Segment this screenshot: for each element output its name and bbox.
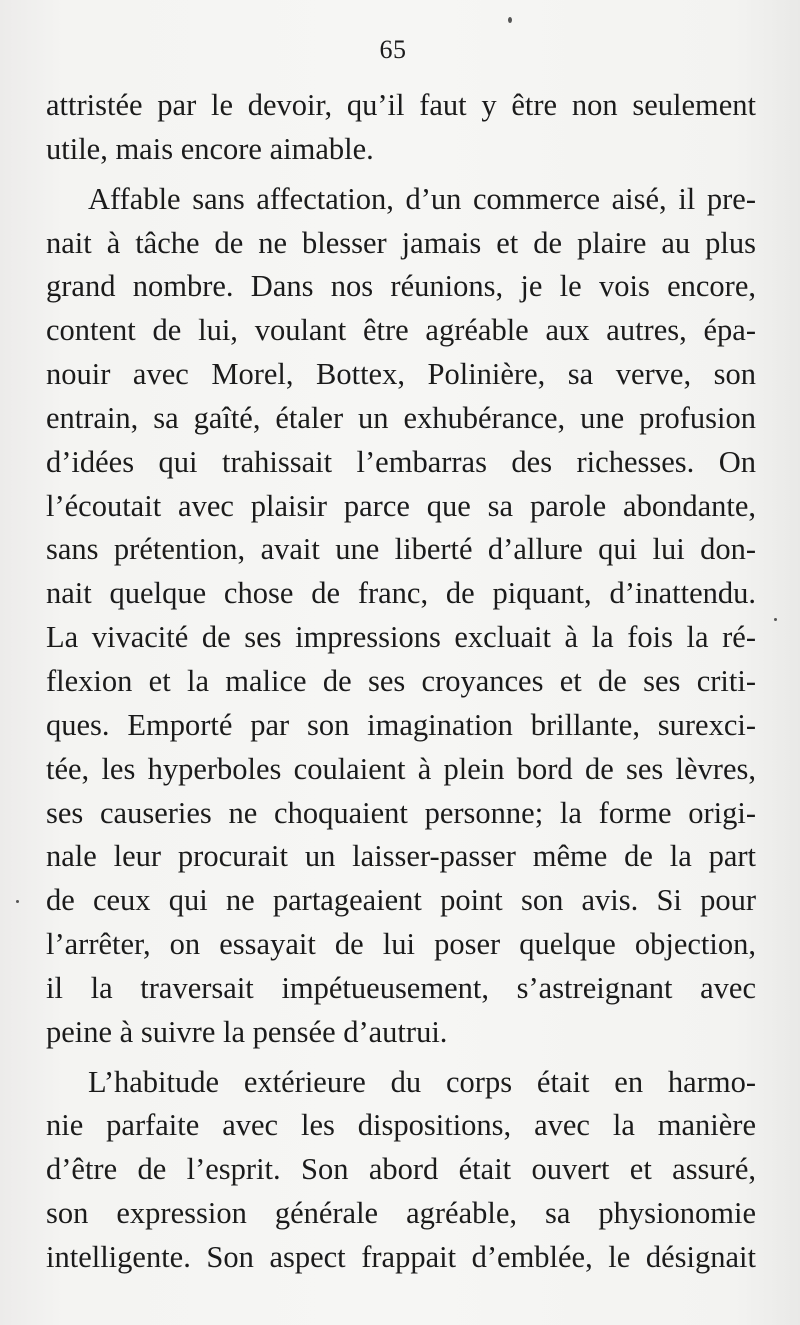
text-line: l’écoutait avec plaisir parce que sa parole abondante, [46,488,756,523]
page-number: 65 [379,35,407,64]
text-line: sans prétention, avait une liberté d’allure qui lui don- [46,532,756,567]
text-line: l’arrêter, on essayait de lui poser quelque objection, [46,927,756,962]
text-line: attristée par le devoir, qu’il faut y être non seulement [46,88,756,122]
text-line: utile, mais encore aimable. [46,131,374,166]
text-line: de ceux qui ne partageaient point son avis. Si pour [46,883,756,918]
text-line: il la traversait impétueusement, s’astreignant avec [46,970,756,1005]
print-speck [16,900,19,903]
text-line: nait à tâche de ne blesser jamais et de plaire au plus [46,225,756,260]
paragraph-2 [46,178,756,1055]
body-text [46,84,756,1280]
text-line: La vivacité de ses impressions excluait à la fois la ré- [46,620,756,655]
text-line: d’idées qui trahissait l’embarras des richesses. On [46,444,756,479]
text-line: nouir avec Morel, Bottex, Polinière, sa verve, son [46,357,756,392]
text-line: content de lui, voulant être agréable aux autres, épa- [46,313,756,348]
text-line: Affable sans affectation, d’un commerce aisé, il pre- [88,181,756,216]
paragraph-3 [46,1061,756,1280]
paragraph-1 [46,84,756,172]
text-line: grand nombre. Dans nos réunions, je le vois encore, [46,269,756,304]
print-speck [774,618,777,621]
print-speck [508,17,512,23]
text-line: intelligente. Son aspect frappait d’emblée, le désignait [46,1239,756,1274]
text-line: nait quelque chose de franc, de piquant, d’inattendu. [46,576,756,611]
text-line: ses causeries ne choquaient personne; la forme origi- [46,795,756,830]
text-line: flexion et la malice de ses croyances et de ses criti- [46,663,756,698]
text-line: tée, les hyperboles coulaient à plein bord de ses lèvres, [46,751,756,786]
text-line: nale leur procurait un laisser-passer même de la part [46,839,756,874]
text-line: peine à suivre la pensée d’autrui. [46,1014,448,1049]
text-line: son expression générale agréable, sa physionomie [46,1196,756,1231]
text-line: L’habitude extérieure du corps était en harmo- [88,1064,756,1099]
text-line: nie parfaite avec les dispositions, avec la manière [46,1108,756,1143]
text-line: d’être de l’esprit. Son abord était ouvert et assuré, [46,1152,756,1187]
text-line: entrain, sa gaîté, étaler un exhubérance, une profusion [46,400,756,435]
text-line: ques. Emporté par son imagination brillante, surexci- [46,707,756,742]
